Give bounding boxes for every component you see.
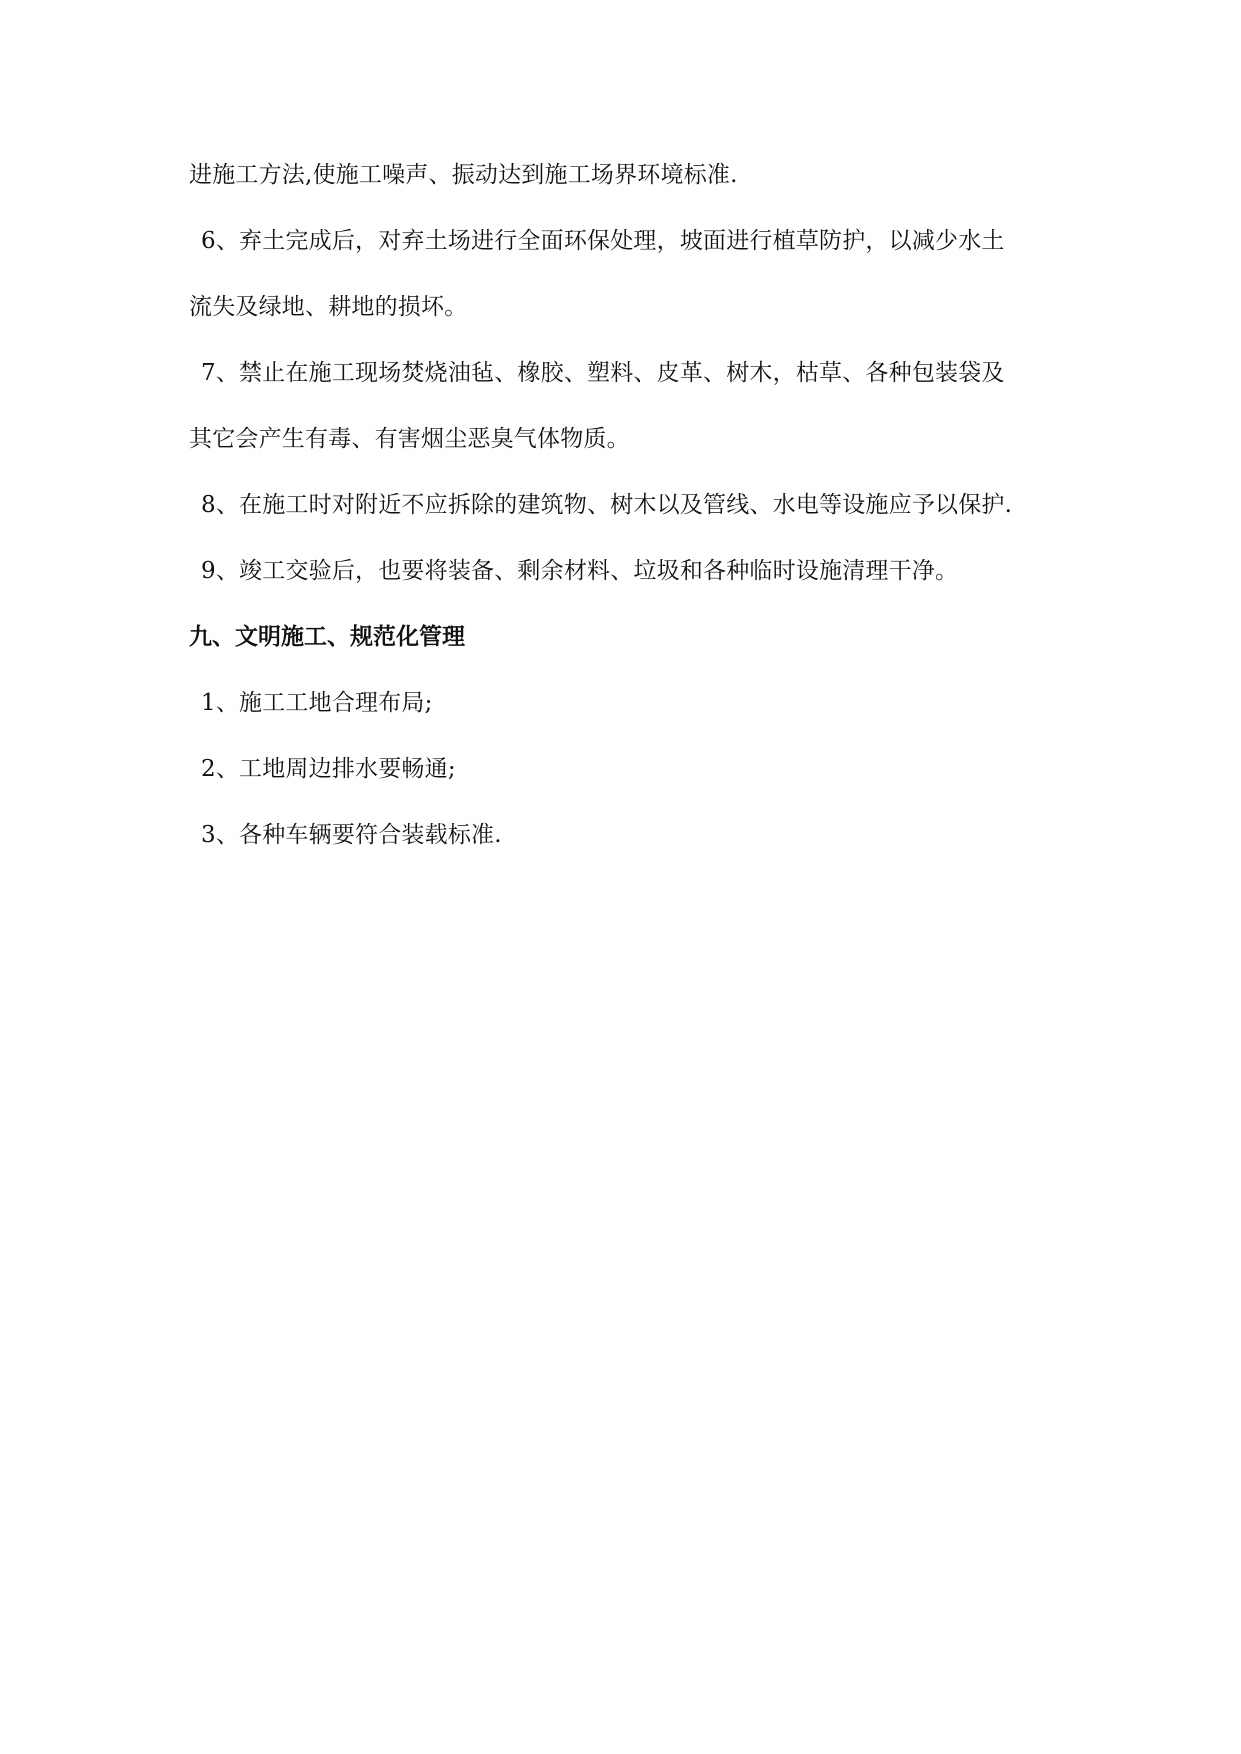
list-item-9: 9、竣工交验后，也要将装备、剩余材料、垃圾和各种临时设施清理干净。: [201, 558, 959, 584]
section-heading: 九、文明施工、规范化管理: [189, 624, 465, 650]
list-item-6-line-1: 6、弃土完成后，对弃土场进行全面环保处理，坡面进行植草防护，以减少水土: [201, 228, 1005, 254]
section-item-3: 3、各种车辆要符合装载标准.: [201, 822, 502, 848]
section-item-1: 1、施工工地合理布局;: [201, 690, 433, 716]
paragraph-continuation-line: 进施工方法,使施工噪声、振动达到施工场界环境标准.: [189, 162, 738, 188]
list-item-7-line-1: 7、禁止在施工现场焚烧油毡、橡胶、塑料、皮革、树木，枯草、各种包装袋及: [201, 360, 1005, 386]
list-item-6-line-2: 流失及绿地、耕地的损坏。: [189, 294, 468, 320]
list-item-7-line-2: 其它会产生有毒、有害烟尘恶臭气体物质。: [189, 426, 630, 452]
list-item-8: 8、在施工时对附近不应拆除的建筑物、树木以及管线、水电等设施应予以保护.: [201, 492, 1013, 518]
section-item-2: 2、工地周边排水要畅通;: [201, 756, 456, 782]
document-body: [189, 160, 1069, 850]
